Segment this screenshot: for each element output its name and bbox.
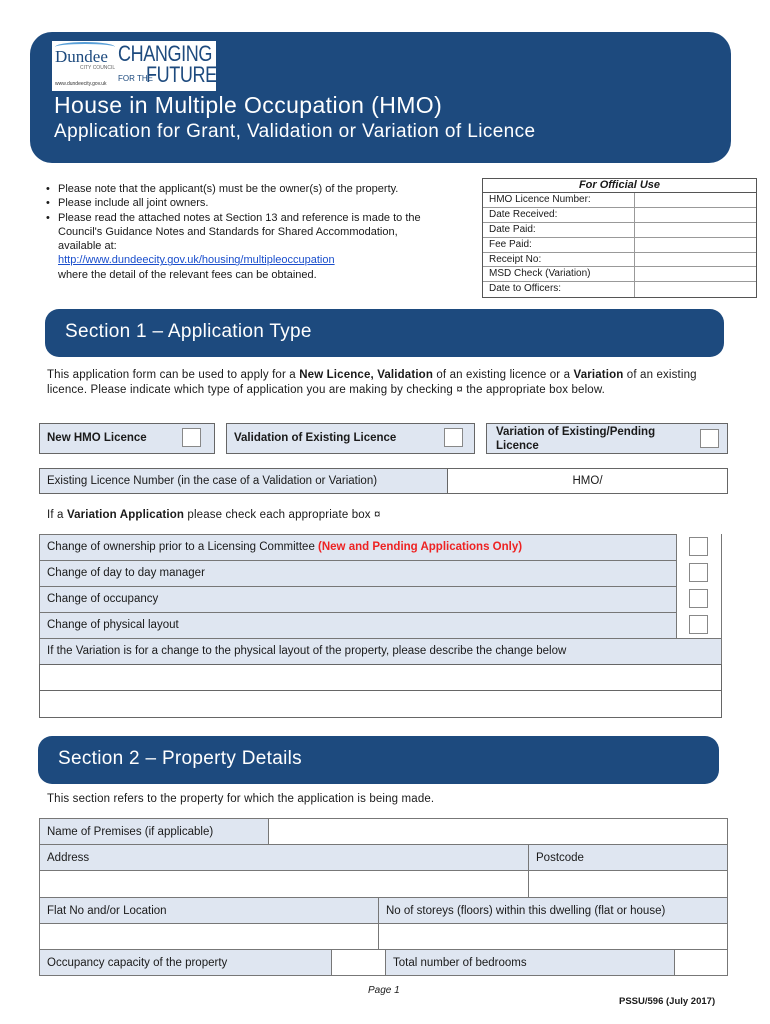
official-label: HMO Licence Number: [483, 193, 635, 207]
official-row [483, 253, 756, 268]
official-label: Date Received: [483, 208, 635, 222]
layout-checkbox[interactable] [689, 615, 708, 634]
guidance-link[interactable]: http://www.dundeecity.gov.uk/housing/multipleoccupation [58, 254, 335, 267]
option-variation [486, 423, 728, 454]
existing-licence-label: Existing Licence Number (in the case of a Validation or Variation) [39, 468, 448, 494]
official-row [483, 193, 756, 208]
official-row [483, 267, 756, 282]
variation-checkbox[interactable] [700, 429, 719, 448]
variation-row-manager [39, 560, 722, 587]
notes-list [46, 182, 426, 282]
option-label: Validation of Existing Licence [234, 432, 397, 444]
official-use-table [482, 178, 757, 298]
occupancy-label: Occupancy capacity of the property [39, 949, 332, 976]
bedrooms-input[interactable] [674, 949, 728, 976]
official-label: Date to Officers: [483, 282, 635, 297]
variation-intro-text: please check each appropriate box ¤ [184, 509, 381, 521]
variation-intro-text: If a [47, 509, 67, 521]
checkbox-cell [676, 586, 721, 613]
official-row [483, 238, 756, 253]
option-label: New HMO Licence [47, 432, 147, 444]
note-text: Please read the attached notes at Section 13 and reference is made to the Council's Guidance Notes and Standards for Shared Accommodation, available at: [58, 211, 421, 253]
premises-label: Name of Premises (if applicable) [39, 818, 269, 845]
note-item: • Please note that the applicant(s) must be the owner(s) of the property. [46, 182, 426, 196]
official-value-field[interactable] [635, 253, 756, 267]
variation-label: Change of day to day manager [47, 567, 205, 579]
flat-label: Flat No and/or Location [39, 897, 379, 924]
page-number: Page 1 [368, 985, 400, 996]
official-label: Fee Paid: [483, 238, 635, 252]
intro-text: This application form can be used to apply for a [47, 369, 300, 381]
page-subtitle: Application for Grant, Validation or Variation of Licence [54, 121, 536, 142]
official-value-field[interactable] [635, 238, 756, 252]
layout-describe-label: If the Variation is for a change to the physical layout of the property, please describe the change below [39, 638, 722, 665]
intro-text: of an existing licence or a [433, 369, 574, 381]
official-use-heading: For Official Use [483, 179, 756, 193]
logo-future-text: FUTURE [146, 62, 217, 87]
variation-label: Change of occupancy [47, 593, 159, 605]
section1-intro [47, 368, 727, 397]
logo-dundee-text: Dundee [55, 47, 108, 66]
address-input[interactable] [39, 870, 529, 898]
official-row [483, 282, 756, 297]
variation-row-occupancy [39, 586, 722, 613]
layout-describe-input-2[interactable] [39, 690, 722, 718]
intro-bold: Variation [573, 369, 624, 381]
official-value-field[interactable] [635, 193, 756, 207]
ownership-checkbox[interactable] [689, 537, 708, 556]
logo-changing-text: CHANGING [118, 41, 212, 66]
official-row [483, 223, 756, 238]
section2-intro: This section refers to the property for which the application is being made. [47, 793, 435, 805]
official-row [483, 208, 756, 223]
manager-checkbox[interactable] [689, 563, 708, 582]
section1-header: Section 1 – Application Type [45, 309, 724, 357]
variation-row-layout [39, 612, 722, 639]
existing-licence-input[interactable]: HMO/ [447, 468, 728, 494]
postcode-input[interactable] [528, 870, 728, 898]
postcode-label: Postcode [528, 844, 728, 871]
premises-input[interactable] [268, 818, 728, 845]
bedrooms-label: Total number of bedrooms [385, 949, 675, 976]
variation-intro-bold: Variation Application [66, 509, 185, 521]
address-label: Address [39, 844, 529, 871]
variation-label: Change of ownership prior to a Licensing Committee [47, 541, 319, 553]
official-label: MSD Check (Variation) [483, 267, 635, 281]
official-value-field[interactable] [635, 267, 756, 281]
official-label: Date Paid: [483, 223, 635, 237]
variation-intro [47, 508, 381, 523]
option-label: Variation of Existing/Pending Licence [496, 426, 656, 452]
variation-note-red: (New and Pending Applications Only) [318, 541, 523, 553]
storeys-label: No of storeys (floors) within this dwelling (flat or house) [378, 897, 728, 924]
page-title: House in Multiple Occupation (HMO) [54, 92, 443, 118]
layout-describe-input-1[interactable] [39, 664, 722, 691]
official-value-field[interactable] [635, 282, 756, 297]
option-new-licence [39, 423, 215, 454]
variation-row-ownership [39, 534, 722, 561]
intro-text: of an existing licence. Please indicate which type of application you are making by checking ¤ the appropriate box below. [47, 369, 697, 396]
checkbox-cell [676, 560, 721, 587]
intro-bold: New Licence, Validation [299, 369, 434, 381]
logo-url-text: www.dundeecity.gov.uk [55, 81, 107, 87]
note-item: • Please include all joint owners. [46, 196, 426, 210]
official-value-field[interactable] [635, 208, 756, 222]
flat-input[interactable] [39, 923, 379, 950]
note-text-after: where the detail of the relevant fees can be obtained. [58, 268, 317, 281]
section2-header: Section 2 – Property Details [38, 736, 719, 784]
logo-sub-text: CITY COUNCIL [80, 65, 116, 71]
official-label: Receipt No: [483, 253, 635, 267]
storeys-input[interactable] [378, 923, 728, 950]
logo-forthe-text: FOR THE [118, 74, 153, 83]
checkbox-cell [676, 534, 721, 561]
note-item [46, 211, 426, 282]
occupancy-input[interactable] [331, 949, 386, 976]
council-logo [52, 41, 216, 91]
form-reference: PSSU/596 (July 2017) [619, 996, 716, 1007]
occupancy-checkbox[interactable] [689, 589, 708, 608]
variation-label: Change of physical layout [47, 619, 179, 631]
validation-checkbox[interactable] [444, 428, 463, 447]
option-validation [226, 423, 475, 454]
official-value-field[interactable] [635, 223, 756, 237]
checkbox-cell [676, 612, 721, 639]
new-licence-checkbox[interactable] [182, 428, 201, 447]
